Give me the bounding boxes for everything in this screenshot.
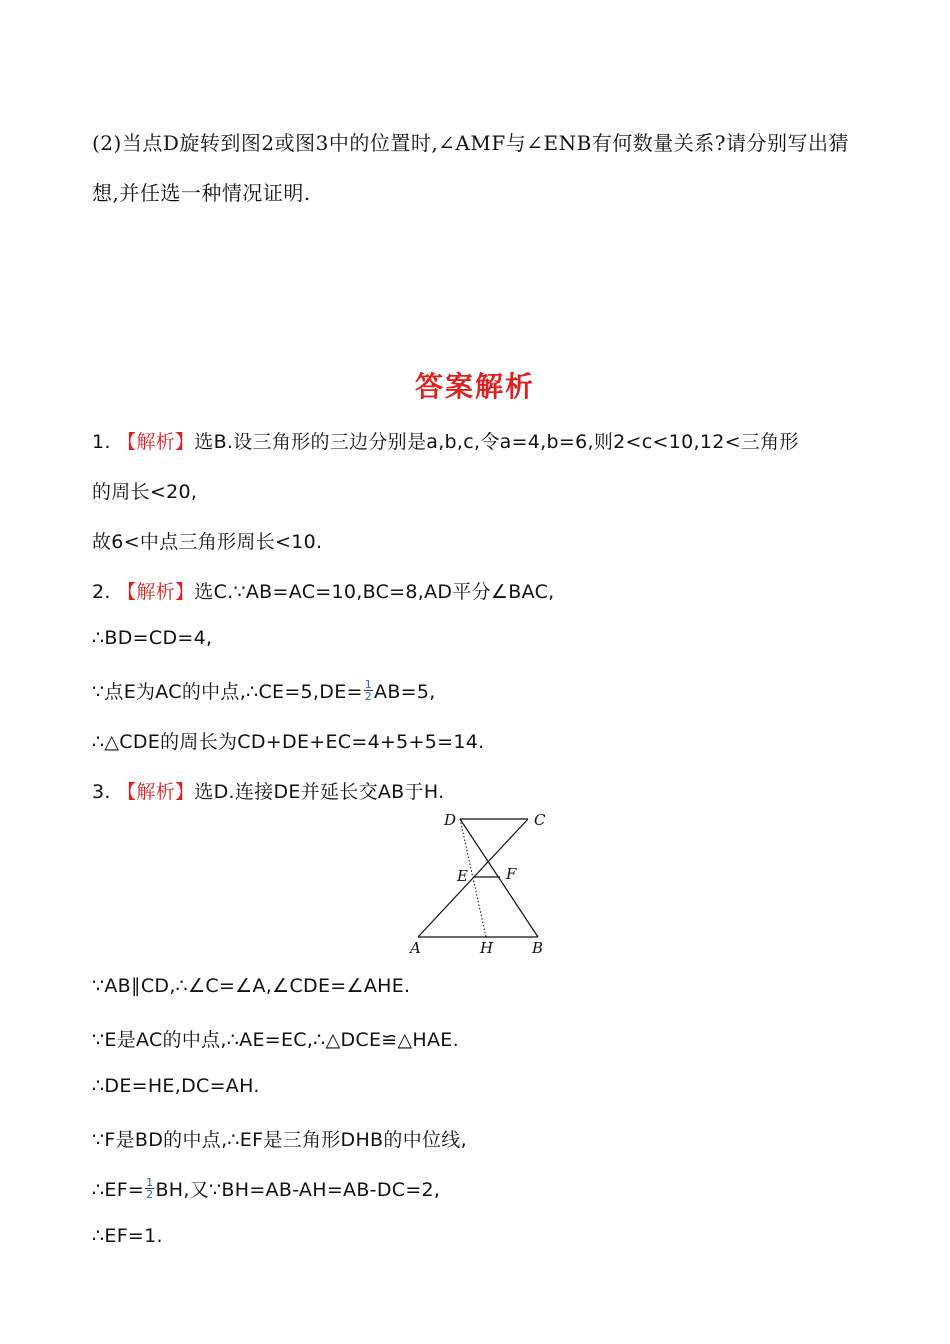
answer-1-tag: 【解析】 [117, 431, 195, 453]
answer-1-line-1 [92, 427, 799, 454]
answer-3-line-5: ∵F是BD的中点,∴EF是三角形DHB的中位线, [92, 1129, 467, 1151]
answer-3-line-2: ∵AB∥CD,∴∠C=∠A,∠CDE=∠AHE. [92, 975, 411, 997]
answer-2-line-4: ∴△CDE的周长为CD+DE+EC=4+5+5=14. [92, 731, 485, 753]
fraction-numerator: 1 [146, 1176, 154, 1189]
question-line-1: (2)当点D旋转到图2或图3中的位置时,∠AMF与∠ENB有何数量关系?请分别写出猜 [92, 131, 850, 155]
label-c: C [534, 811, 546, 829]
answer-1-text-1: 选B.设三角形的三边分别是a,b,c,令a=4,b=6,则2<c<10,12<三角形 [194, 431, 799, 453]
segment-db [460, 819, 538, 937]
answer-3-line-4: ∴DE=HE,DC=AH. [92, 1075, 260, 1097]
answer-2-number: 2. [92, 581, 111, 603]
answer-title: 答案解析 [414, 370, 535, 403]
fraction-denominator: 2 [364, 690, 373, 703]
answer-1-line-3: 故6<中点三角形周长<10. [92, 531, 323, 553]
answer-3-line-6 [92, 1175, 440, 1202]
answer-2-text-3b: AB=5, [374, 681, 436, 703]
question-line-2: 想,并任选一种情况证明. [92, 181, 311, 205]
answer-2-line-1 [92, 577, 554, 604]
answer-1-number: 1. [92, 431, 111, 453]
answer-3-line-1 [92, 777, 444, 804]
answer-3-text-6a: ∴EF= [92, 1179, 145, 1201]
fraction-one-half [145, 1177, 154, 1200]
label-e: E [457, 867, 468, 885]
label-d: D [444, 811, 457, 829]
answer-3-tag: 【解析】 [117, 781, 195, 803]
label-a: A [410, 939, 421, 957]
answer-3-text-6b: BH,又∵BH=AB-AH=AB-DC=2, [155, 1179, 441, 1201]
answer-3-text-1: 选D.连接DE并延长交AB于H. [194, 781, 445, 803]
answer-3-number: 3. [92, 781, 111, 803]
answer-2-text-1: 选C.∵AB=AC=10,BC=8,AD平分∠BAC, [194, 581, 555, 603]
fraction-denominator: 2 [146, 1188, 154, 1201]
answer-2-line-3 [92, 677, 436, 704]
fraction-one-half [364, 679, 373, 702]
answer-2-line-2: ∴BD=CD=4, [92, 627, 213, 649]
label-h: H [480, 939, 494, 957]
fraction-numerator: 1 [364, 678, 373, 691]
label-f: F [506, 865, 517, 883]
geometry-figure [400, 805, 570, 960]
answer-3-line-3: ∵E是AC的中点,∴AE=EC,∴△DCE≌△HAE. [92, 1029, 459, 1051]
label-b: B [532, 939, 544, 957]
answer-2-tag: 【解析】 [117, 581, 195, 603]
answer-3-line-7: ∴EF=1. [92, 1225, 163, 1247]
answer-2-text-3a: ∵点E为AC的中点,∴CE=5,DE= [92, 681, 363, 703]
answer-1-line-2: 的周长<20, [92, 481, 198, 503]
